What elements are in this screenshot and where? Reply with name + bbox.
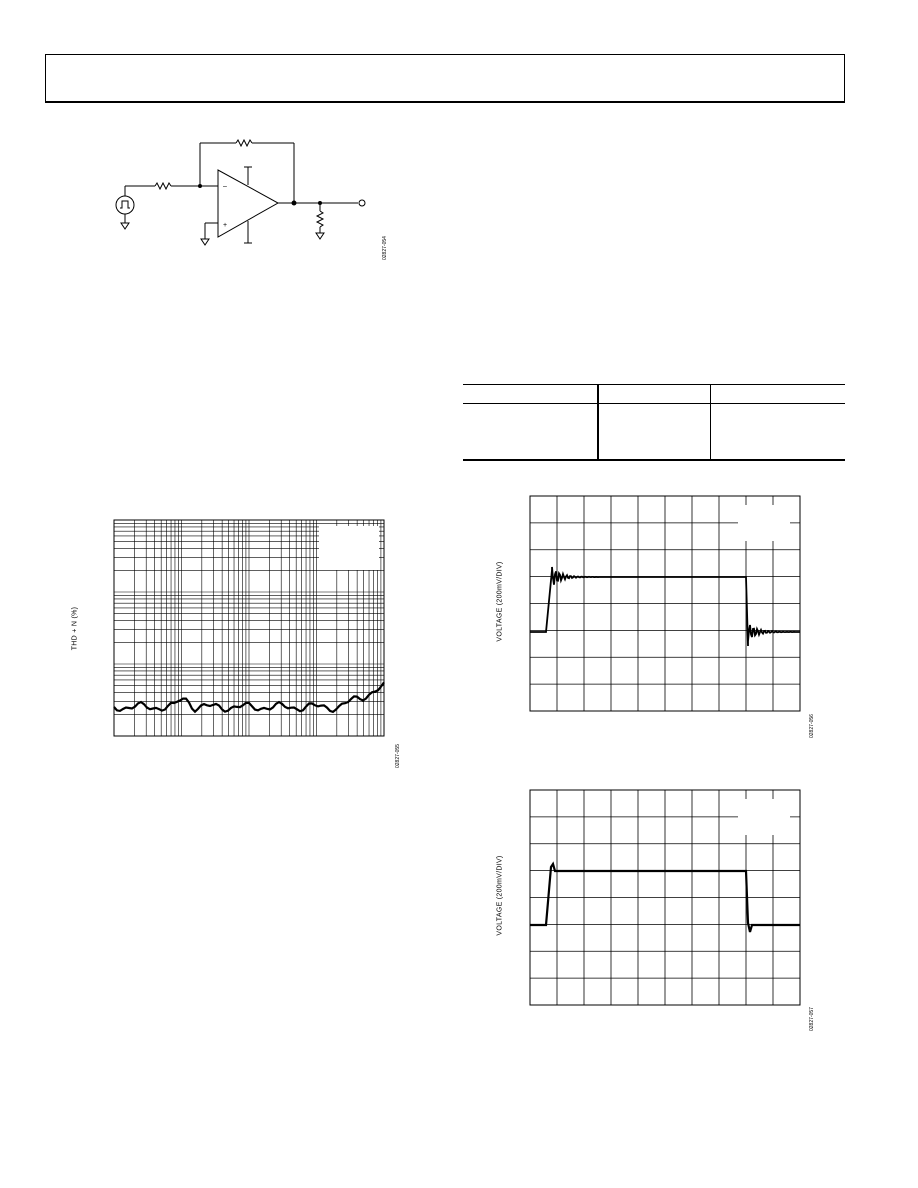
table-header-rule	[463, 403, 845, 404]
scope2-ylabel: VOLTAGE (200mV/DIV)	[496, 855, 504, 936]
scope1-ylabel: VOLTAGE (200mV/DIV)	[496, 561, 504, 642]
thd-ylabel: THD + N (%)	[71, 606, 79, 651]
table-col-divider-1	[597, 384, 599, 460]
scope-plot-1	[530, 496, 800, 711]
page-header-box	[45, 54, 845, 103]
table-bottom-rule	[463, 459, 845, 461]
figure-id-scope2: 02827-057	[809, 1007, 815, 1031]
table-top-rule	[463, 384, 845, 385]
svg-text:–: –	[223, 183, 227, 190]
figure-id-thd: 02827-055	[395, 744, 401, 768]
figure-id-circuit: 02827-054	[382, 236, 388, 260]
circuit-schematic	[110, 135, 380, 255]
thd-chart	[114, 520, 384, 736]
scope-plot-2	[530, 790, 800, 1005]
table-col-divider-2	[710, 384, 711, 460]
svg-text:+: +	[223, 222, 228, 229]
figure-id-scope1: 02827-056	[809, 714, 815, 738]
spec-table	[463, 384, 845, 461]
